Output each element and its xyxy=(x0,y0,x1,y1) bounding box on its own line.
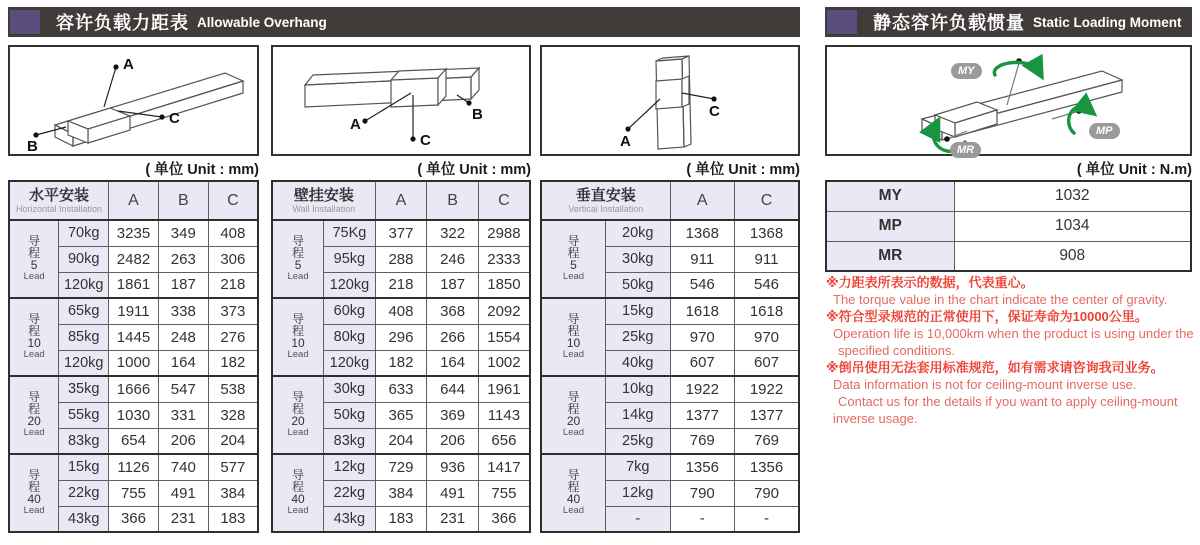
value-cell: 266 xyxy=(427,324,479,350)
note-en: Contact us for the details if you want to apply ceiling-mount xyxy=(838,394,1178,409)
value-cell: 328 xyxy=(208,402,258,428)
header-title-zh: 静态容许负载惯量 xyxy=(873,13,1025,33)
value-cell: 276 xyxy=(208,324,258,350)
lead-zh-char: 程 xyxy=(28,246,41,260)
lead-zh-char: 程 xyxy=(567,324,580,338)
table-title-en: Wall Installation xyxy=(292,204,356,214)
lead-zh-char: 导 xyxy=(28,234,41,248)
lead-cell xyxy=(272,298,324,376)
table-row xyxy=(272,454,530,480)
table-row xyxy=(541,454,799,480)
load-cell: 83kg xyxy=(59,428,109,454)
value-cell: 206 xyxy=(427,428,479,454)
moment-badge-mp: MP xyxy=(1089,123,1120,139)
value-cell: 1911 xyxy=(109,298,159,324)
lead-number: 10 xyxy=(27,336,41,350)
value-cell: 1030 xyxy=(109,402,159,428)
note-zh: ※力距表所表示的数据，代表重心。 xyxy=(826,275,1034,290)
moment-value-mr: 908 xyxy=(954,241,1191,271)
value-cell: 187 xyxy=(427,272,479,298)
table-row xyxy=(9,376,258,402)
load-cell: 60kg xyxy=(324,298,376,324)
value-cell: 1861 xyxy=(109,272,159,298)
load-cell: 14kg xyxy=(606,402,671,428)
lead-cell xyxy=(541,220,606,298)
point-label-b: B xyxy=(27,138,38,155)
table-row xyxy=(541,376,799,402)
lead-zh-char: 程 xyxy=(292,324,305,338)
load-cell: 70kg xyxy=(59,220,109,246)
value-cell: 263 xyxy=(158,246,208,272)
lead-number: 5 xyxy=(570,258,577,272)
lead-cell xyxy=(9,220,59,298)
value-cell: 408 xyxy=(208,220,258,246)
lead-en: Lead xyxy=(562,427,585,438)
lead-zh-char: 导 xyxy=(292,312,305,326)
column-header-c: C xyxy=(735,181,800,220)
value-cell: 1961 xyxy=(478,376,530,402)
table-row xyxy=(541,220,799,246)
lead-number: 20 xyxy=(291,414,305,428)
table-row xyxy=(826,241,1191,271)
value-cell: 322 xyxy=(427,220,479,246)
value-cell: 755 xyxy=(109,480,159,506)
moment-badge-my: MY xyxy=(951,63,982,79)
load-cell: 120kg xyxy=(324,350,376,376)
unit-label-mm: ( 单位 Unit : mm) xyxy=(145,162,259,178)
load-cell: 22kg xyxy=(59,480,109,506)
value-cell: 740 xyxy=(158,454,208,480)
table-title-zh: 垂直安装 xyxy=(575,187,636,204)
value-cell: 546 xyxy=(735,272,800,298)
value-cell: 1666 xyxy=(109,376,159,402)
load-cell: 7kg xyxy=(606,454,671,480)
value-cell: 970 xyxy=(670,324,735,350)
value-cell: 182 xyxy=(375,350,427,376)
column-header-a: A xyxy=(670,181,735,220)
note-en: The torque value in the chart indicate the center of gravity. xyxy=(833,292,1168,307)
table-title-en: Vertical Installation xyxy=(568,204,644,214)
load-cell: 43kg xyxy=(59,506,109,532)
note-en: inverse usage. xyxy=(833,411,918,426)
value-cell: 1554 xyxy=(478,324,530,350)
value-cell: 790 xyxy=(735,480,800,506)
load-cell: 40kg xyxy=(606,350,671,376)
moment-label-my: MY xyxy=(826,181,954,211)
value-cell: 1368 xyxy=(735,220,800,246)
unit-label-mm: ( 单位 Unit : mm) xyxy=(686,162,800,178)
value-cell: 246 xyxy=(427,246,479,272)
lead-number: 40 xyxy=(27,492,41,506)
moment-label-mp: MP xyxy=(826,211,954,241)
note-zh: ※倒吊使用无法套用标准规范，如有需求请咨询我司业务。 xyxy=(826,360,1164,375)
lead-en: Lead xyxy=(23,505,45,516)
value-cell: 654 xyxy=(109,428,159,454)
table-row xyxy=(541,298,799,324)
load-cell: 12kg xyxy=(606,480,671,506)
load-cell: 10kg xyxy=(606,376,671,402)
lead-zh-char: 程 xyxy=(567,402,580,416)
lead-en: Lead xyxy=(562,349,585,360)
lead-zh-char: 程 xyxy=(28,480,41,494)
lead-zh-char: 导 xyxy=(567,312,580,326)
lead-number: 10 xyxy=(566,336,581,350)
value-cell: 1417 xyxy=(478,454,530,480)
column-header-a: A xyxy=(109,181,159,220)
lead-zh-char: 程 xyxy=(292,480,305,494)
value-cell: 607 xyxy=(735,350,800,376)
value-cell: 231 xyxy=(427,506,479,532)
value-cell: 491 xyxy=(427,480,479,506)
lead-en: Lead xyxy=(562,271,585,282)
allowable-overhang-header-bar xyxy=(8,7,800,37)
value-cell: 368 xyxy=(427,298,479,324)
moment-value-my: 1032 xyxy=(954,181,1191,211)
value-cell: 296 xyxy=(375,324,427,350)
vertical-installation-table xyxy=(540,180,800,533)
footnotes xyxy=(826,274,1198,427)
value-cell: 755 xyxy=(478,480,530,506)
load-cell: 83kg xyxy=(324,428,376,454)
load-cell: 50kg xyxy=(606,272,671,298)
value-cell: 1143 xyxy=(478,402,530,428)
lead-zh-char: 程 xyxy=(292,246,305,260)
value-cell: 183 xyxy=(375,506,427,532)
lead-cell xyxy=(272,376,324,454)
lead-zh-char: 导 xyxy=(292,468,305,482)
lead-cell xyxy=(541,376,606,454)
value-cell: 204 xyxy=(375,428,427,454)
lead-zh-char: 程 xyxy=(292,402,305,416)
value-cell: 204 xyxy=(208,428,258,454)
load-cell: 120kg xyxy=(59,350,109,376)
value-cell: 231 xyxy=(158,506,208,532)
value-cell: 547 xyxy=(158,376,208,402)
lead-zh-char: 导 xyxy=(567,468,580,482)
value-cell: 2482 xyxy=(109,246,159,272)
lead-number: 40 xyxy=(291,492,305,506)
static-loading-moment-header-bar xyxy=(825,7,1192,37)
lead-cell xyxy=(541,454,606,532)
value-cell: 546 xyxy=(670,272,735,298)
point-label-c: C xyxy=(169,110,180,127)
column-header-b: B xyxy=(427,181,479,220)
header-title-en: Allowable Overhang xyxy=(197,14,327,30)
table-title-en: Horizontal Installation xyxy=(16,204,103,214)
point-label-a: A xyxy=(620,133,631,150)
value-cell: 491 xyxy=(158,480,208,506)
value-cell: 769 xyxy=(735,428,800,454)
value-cell: 1002 xyxy=(478,350,530,376)
lead-number: 40 xyxy=(566,492,581,506)
value-cell: 607 xyxy=(670,350,735,376)
lead-en: Lead xyxy=(23,427,45,438)
lead-cell xyxy=(9,298,59,376)
static-loading-moment-table xyxy=(825,180,1192,272)
value-cell: 408 xyxy=(375,298,427,324)
lead-en: Lead xyxy=(287,427,309,438)
point-label-b: B xyxy=(472,106,483,123)
lead-en: Lead xyxy=(287,349,309,360)
lead-zh-char: 导 xyxy=(567,390,580,404)
moment-rail-drawing xyxy=(827,47,1190,154)
note-zh: ※符合型录规范的正常使用下，保证寿命为10000公里。 xyxy=(826,309,1148,324)
table-header-row xyxy=(541,181,799,220)
table-title-cell xyxy=(272,181,375,220)
note-en: specified conditions. xyxy=(838,343,956,358)
table-row xyxy=(9,220,258,246)
table-row xyxy=(272,376,530,402)
table-row xyxy=(826,211,1191,241)
load-cell: 30kg xyxy=(606,246,671,272)
unit-label-mm: ( 单位 Unit : mm) xyxy=(417,162,531,178)
table-header-row xyxy=(9,181,258,220)
value-cell: 164 xyxy=(427,350,479,376)
value-cell: 911 xyxy=(670,246,735,272)
value-cell: 206 xyxy=(158,428,208,454)
load-cell: 55kg xyxy=(59,402,109,428)
value-cell: 1618 xyxy=(670,298,735,324)
header-title-zh: 容许负载力距表 xyxy=(56,13,189,33)
unit-label-nm: ( 单位 Unit : N.m) xyxy=(1076,162,1192,178)
lead-zh-char: 导 xyxy=(567,234,580,248)
vertical-rail-drawing xyxy=(542,47,798,154)
value-cell: 338 xyxy=(158,298,208,324)
value-cell: 182 xyxy=(208,350,258,376)
value-cell: 164 xyxy=(158,350,208,376)
note-en: Data information is not for ceiling-mount inverse use. xyxy=(833,377,1137,392)
lead-zh-char: 程 xyxy=(567,246,580,260)
lead-number: 5 xyxy=(30,258,38,272)
value-cell: 288 xyxy=(375,246,427,272)
load-cell: 85kg xyxy=(59,324,109,350)
lead-en: Lead xyxy=(287,271,309,282)
header-title-en: Static Loading Moment xyxy=(1033,14,1182,30)
value-cell: 1377 xyxy=(735,402,800,428)
moment-badge-mr: MR xyxy=(950,142,981,158)
moment-label-mr: MR xyxy=(826,241,954,271)
load-cell: 20kg xyxy=(606,220,671,246)
value-cell: 366 xyxy=(478,506,530,532)
moment-value-mp: 1034 xyxy=(954,211,1191,241)
load-cell: 120kg xyxy=(59,272,109,298)
value-cell: 377 xyxy=(375,220,427,246)
column-header-b: B xyxy=(158,181,208,220)
value-cell: 1922 xyxy=(670,376,735,402)
vertical-installation-diagram xyxy=(540,45,800,156)
purple-accent-square xyxy=(827,10,857,34)
table-title-zh: 壁挂安装 xyxy=(293,187,354,204)
value-cell: 218 xyxy=(375,272,427,298)
load-cell: 15kg xyxy=(59,454,109,480)
value-cell: 1126 xyxy=(109,454,159,480)
value-cell: - xyxy=(735,506,800,532)
table-title-zh: 水平安装 xyxy=(29,187,90,204)
load-cell: 65kg xyxy=(59,298,109,324)
wall-rail-drawing xyxy=(273,47,529,154)
wall-installation-diagram xyxy=(271,45,531,156)
value-cell: 248 xyxy=(158,324,208,350)
lead-cell xyxy=(272,454,324,532)
table-row xyxy=(272,220,530,246)
load-cell: 43kg xyxy=(324,506,376,532)
load-cell: 50kg xyxy=(324,402,376,428)
lead-cell xyxy=(9,454,59,532)
load-cell: 90kg xyxy=(59,246,109,272)
load-cell: 25kg xyxy=(606,428,671,454)
value-cell: 1445 xyxy=(109,324,159,350)
value-cell: 936 xyxy=(427,454,479,480)
point-label-a: A xyxy=(350,116,361,133)
point-label-c: C xyxy=(420,132,431,149)
horizontal-installation-table xyxy=(8,180,259,533)
value-cell: 2988 xyxy=(478,220,530,246)
load-cell: 35kg xyxy=(59,376,109,402)
value-cell: - xyxy=(670,506,735,532)
value-cell: 1850 xyxy=(478,272,530,298)
value-cell: 306 xyxy=(208,246,258,272)
table-row xyxy=(9,298,258,324)
static-loading-moment-diagram xyxy=(825,45,1192,156)
value-cell: 1377 xyxy=(670,402,735,428)
lead-zh-char: 程 xyxy=(28,402,41,416)
load-cell: 75Kg xyxy=(324,220,376,246)
column-header-a: A xyxy=(375,181,427,220)
value-cell: 538 xyxy=(208,376,258,402)
value-cell: 218 xyxy=(208,272,258,298)
lead-zh-char: 导 xyxy=(292,234,305,248)
load-cell: 80kg xyxy=(324,324,376,350)
wall-installation-table xyxy=(271,180,531,533)
value-cell: 1356 xyxy=(670,454,735,480)
load-cell: 12kg xyxy=(324,454,376,480)
value-cell: 349 xyxy=(158,220,208,246)
value-cell: 1000 xyxy=(109,350,159,376)
value-cell: 1618 xyxy=(735,298,800,324)
value-cell: 369 xyxy=(427,402,479,428)
purple-accent-square xyxy=(10,10,40,34)
lead-zh-char: 导 xyxy=(28,312,41,326)
horizontal-installation-diagram xyxy=(8,45,259,156)
lead-number: 10 xyxy=(291,336,305,350)
value-cell: 1356 xyxy=(735,454,800,480)
table-row xyxy=(9,454,258,480)
value-cell: 373 xyxy=(208,298,258,324)
value-cell: 2092 xyxy=(478,298,530,324)
load-cell: 15kg xyxy=(606,298,671,324)
value-cell: 970 xyxy=(735,324,800,350)
column-header-c: C xyxy=(478,181,530,220)
value-cell: 365 xyxy=(375,402,427,428)
lead-zh-char: 程 xyxy=(567,480,580,494)
load-cell: 120kg xyxy=(324,272,376,298)
lead-en: Lead xyxy=(23,349,45,360)
value-cell: 769 xyxy=(670,428,735,454)
column-header-c: C xyxy=(208,181,258,220)
load-cell: 25kg xyxy=(606,324,671,350)
value-cell: 2333 xyxy=(478,246,530,272)
value-cell: 577 xyxy=(208,454,258,480)
value-cell: 790 xyxy=(670,480,735,506)
lead-number: 20 xyxy=(27,414,41,428)
table-title-cell xyxy=(541,181,670,220)
value-cell: 183 xyxy=(208,506,258,532)
lead-zh-char: 导 xyxy=(28,468,41,482)
load-cell: 22kg xyxy=(324,480,376,506)
lead-en: Lead xyxy=(562,505,585,516)
value-cell: 366 xyxy=(109,506,159,532)
value-cell: 3235 xyxy=(109,220,159,246)
lead-number: 5 xyxy=(294,258,302,272)
point-label-c: C xyxy=(709,103,720,120)
table-row xyxy=(272,298,530,324)
value-cell: 633 xyxy=(375,376,427,402)
value-cell: 1368 xyxy=(670,220,735,246)
table-title-cell xyxy=(9,181,109,220)
lead-en: Lead xyxy=(23,271,45,282)
table-row xyxy=(826,181,1191,211)
value-cell: 384 xyxy=(375,480,427,506)
table-header-row xyxy=(272,181,530,220)
value-cell: 1922 xyxy=(735,376,800,402)
lead-en: Lead xyxy=(287,505,309,516)
note-en: Operation life is 10,000km when the product is using under the xyxy=(833,326,1194,341)
value-cell: 644 xyxy=(427,376,479,402)
value-cell: 729 xyxy=(375,454,427,480)
value-cell: 187 xyxy=(158,272,208,298)
value-cell: 656 xyxy=(478,428,530,454)
lead-zh-char: 导 xyxy=(292,390,305,404)
value-cell: 384 xyxy=(208,480,258,506)
lead-cell xyxy=(9,376,59,454)
value-cell: 331 xyxy=(158,402,208,428)
load-cell: - xyxy=(606,506,671,532)
lead-number: 20 xyxy=(566,414,581,428)
lead-zh-char: 导 xyxy=(28,390,41,404)
load-cell: 95kg xyxy=(324,246,376,272)
lead-cell xyxy=(541,298,606,376)
lead-zh-char: 程 xyxy=(28,324,41,338)
load-cell: 30kg xyxy=(324,376,376,402)
lead-cell xyxy=(272,220,324,298)
point-label-a: A xyxy=(123,56,134,73)
value-cell: 911 xyxy=(735,246,800,272)
